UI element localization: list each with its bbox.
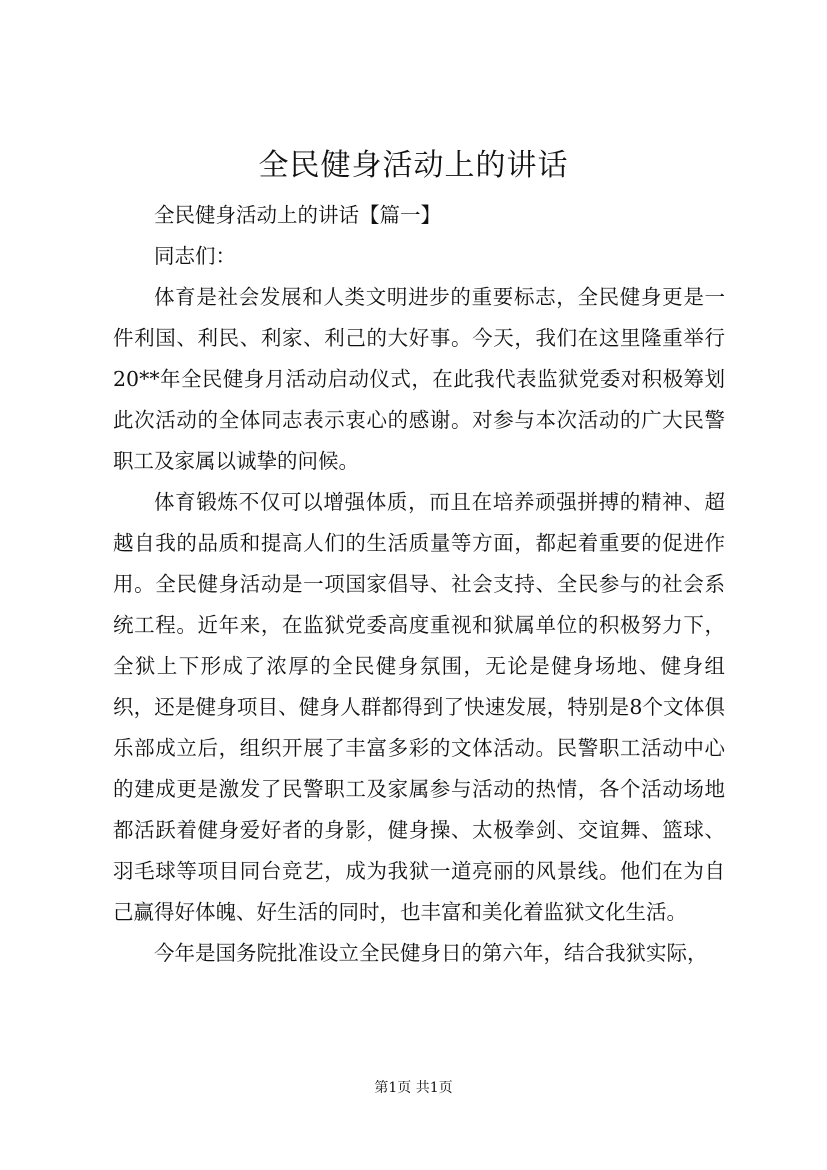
salutation: 同志们： — [154, 244, 236, 268]
page-footer: 第1页 共1页 — [374, 1080, 453, 1096]
section-heading: 全民健身活动上的讲话【篇一】 — [154, 203, 441, 227]
document-body — [113, 195, 725, 974]
paragraph-3: 今年是国务院批准设立全民健身日的第六年，结合我狱实际， — [154, 941, 708, 965]
paragraph-1: 体育是社会发展和人类文明进步的重要标志，全民健身更是一件利国、利民、利家、利己的大好事。今天，我们在这里隆重举行20**年全民健身月活动启动仪式，在此我代表监狱党委对积极筹划此次活动的全体同志表示衷心的感谢。对参与本次活动的广大民警职工及家属以诚挚的问候。 — [113, 285, 725, 473]
document-title: 全民健身活动上的讲话 — [258, 148, 569, 183]
paragraph-2: 体育锻炼不仅可以增强体质，而且在培养顽强拼搏的精神、超越自我的品质和提高人们的生活质量等方面，都起着重要的促进作用。全民健身活动是一项国家倡导、社会支持、全民参与的社会系统工程。近年来，在监狱党委高度重视和狱属单位的积极努力下，全狱上下形成了浓厚的全民健身氛围，无论是健身场地、健身组织，还是健身项目、健身人群都得到了快速发展，特别是8个文体俱乐部成立后，组织开展了丰富多彩的文体活动。民警职工活动中心的建成更是激发了民警职工及家属参与活动的热情，各个活动场地都活跃着健身爱好者的身影，健身操、太极拳剑、交谊舞、篮球、羽毛球等项目同台竞艺，成为我狱一道亮丽的风景线。他们在为自己赢得好体魄、好生活的同时，也丰富和美化着监狱文化生活。 — [113, 490, 725, 924]
